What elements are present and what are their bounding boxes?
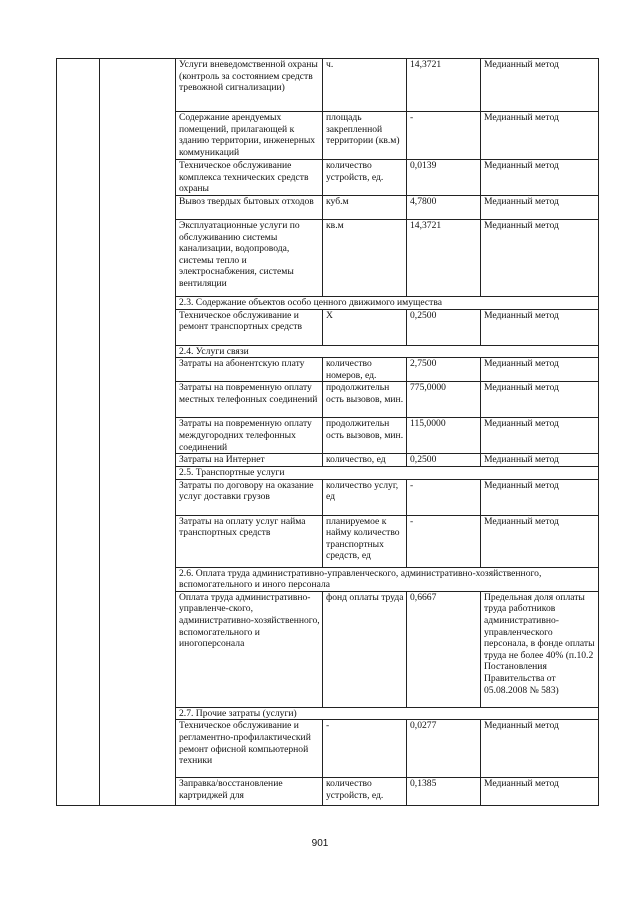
item-value: 0,0277 xyxy=(407,720,481,778)
empty-col-1 xyxy=(57,59,100,806)
item-unit: продолжительн ость вызовов, мин. xyxy=(323,382,407,418)
item-unit: количество устройств, ед. xyxy=(323,778,407,806)
item-name: Затраты на оплату услуг найма транспортных средств xyxy=(176,515,323,567)
item-method: Медианный метод xyxy=(481,515,599,567)
item-unit: количество номеров, ед. xyxy=(323,358,407,382)
item-method: Предельная доля оплаты труда работников административно-управленческого персонала, в фонде оплаты труда не более 40% (п.10.2 Постановления Правительства от 05.08.2008 № 583) xyxy=(481,591,599,707)
item-method: Медианный метод xyxy=(481,778,599,806)
item-value: 0,1385 xyxy=(407,778,481,806)
item-method: Медианный метод xyxy=(481,358,599,382)
item-name: Затраты на абонентскую плату xyxy=(176,358,323,382)
item-name: Вывоз твердых бытовых отходов xyxy=(176,196,323,220)
table-row xyxy=(57,59,599,112)
item-unit: куб.м xyxy=(323,196,407,220)
section-title: 2.4. Услуги связи xyxy=(176,345,599,358)
item-value: 775,0000 xyxy=(407,382,481,418)
item-name: Техническое обслуживание комплекса технических средств охраны xyxy=(176,160,323,196)
item-method: Медианный метод xyxy=(481,112,599,160)
section-title: 2.6. Оплата труда административно-управленческого, административно-хозяйственного, вспомогательного и иного персонала xyxy=(176,567,599,591)
item-value: 115,0000 xyxy=(407,418,481,454)
empty-col-2 xyxy=(100,59,176,806)
item-value: - xyxy=(407,479,481,515)
item-name: Содержание арендуемых помещений, прилагающей к зданию территории, инженерных коммуникаций xyxy=(176,112,323,160)
section-title: 2.3. Содержание объектов особо ценного движимого имущества xyxy=(176,297,599,310)
item-name: Эксплуатационные услуги по обслуживанию системы канализации, водопровода, системы тепло и электроснабжения, системы вентиляции xyxy=(176,220,323,297)
item-unit: ч. xyxy=(323,59,407,112)
item-unit: количество услуг, ед xyxy=(323,479,407,515)
item-name: Техническое обслуживание и ремонт транспортных средств xyxy=(176,309,323,345)
section-title: 2.5. Транспортные услуги xyxy=(176,466,599,479)
item-value: 14,3721 xyxy=(407,59,481,112)
item-method: Медианный метод xyxy=(481,309,599,345)
item-name: Услуги вневедомственной охраны (контроль за состоянием средств тревожной сигнализации) xyxy=(176,59,323,112)
item-name: Затраты на Интернет xyxy=(176,454,323,467)
item-name: Затраты на повременную оплату местных телефонных соединений xyxy=(176,382,323,418)
item-method: Медианный метод xyxy=(481,418,599,454)
item-method: Медианный метод xyxy=(481,382,599,418)
expense-norms-table xyxy=(56,58,599,806)
section-title: 2.7. Прочие затраты (услуги) xyxy=(176,707,599,720)
item-name: Затраты по договору на оказание услуг доставки грузов xyxy=(176,479,323,515)
item-value: 4,7800 xyxy=(407,196,481,220)
item-value: 0,2500 xyxy=(407,454,481,467)
item-unit: фонд оплаты труда xyxy=(323,591,407,707)
item-method: Медианный метод xyxy=(481,720,599,778)
item-value: 14,3721 xyxy=(407,220,481,297)
item-unit: продолжительн ость вызовов, мин. xyxy=(323,418,407,454)
item-value: 2,7500 xyxy=(407,358,481,382)
item-unit: количество, ед xyxy=(323,454,407,467)
item-method: Медианный метод xyxy=(481,479,599,515)
item-method: Медианный метод xyxy=(481,220,599,297)
item-value: 0,0139 xyxy=(407,160,481,196)
item-method: Медианный метод xyxy=(481,160,599,196)
item-name: Техническое обслуживание и регламентно-профилактический ремонт офисной компьютерной техники xyxy=(176,720,323,778)
item-value: - xyxy=(407,515,481,567)
item-unit: площадь закрепленной территории (кв.м) xyxy=(323,112,407,160)
item-name: Заправка/восстановление картриджей для xyxy=(176,778,323,806)
item-name: Затраты на повременную оплату междугородних телефонных соединений xyxy=(176,418,323,454)
item-unit: кв.м xyxy=(323,220,407,297)
item-value: - xyxy=(407,112,481,160)
item-unit: количество устройств, ед. xyxy=(323,160,407,196)
item-unit: X xyxy=(323,309,407,345)
item-value: 0,6667 xyxy=(407,591,481,707)
item-unit: планируемое к найму количество транспортных средств, ед xyxy=(323,515,407,567)
item-unit: - xyxy=(323,720,407,778)
item-method: Медианный метод xyxy=(481,196,599,220)
item-method: Медианный метод xyxy=(481,59,599,112)
item-method: Медианный метод xyxy=(481,454,599,467)
item-name: Оплата труда административно-управленче-ского, административно-хозяйственного, вспомогательного и иногоперсонала xyxy=(176,591,323,707)
item-value: 0,2500 xyxy=(407,309,481,345)
page-number: 901 xyxy=(311,838,329,849)
